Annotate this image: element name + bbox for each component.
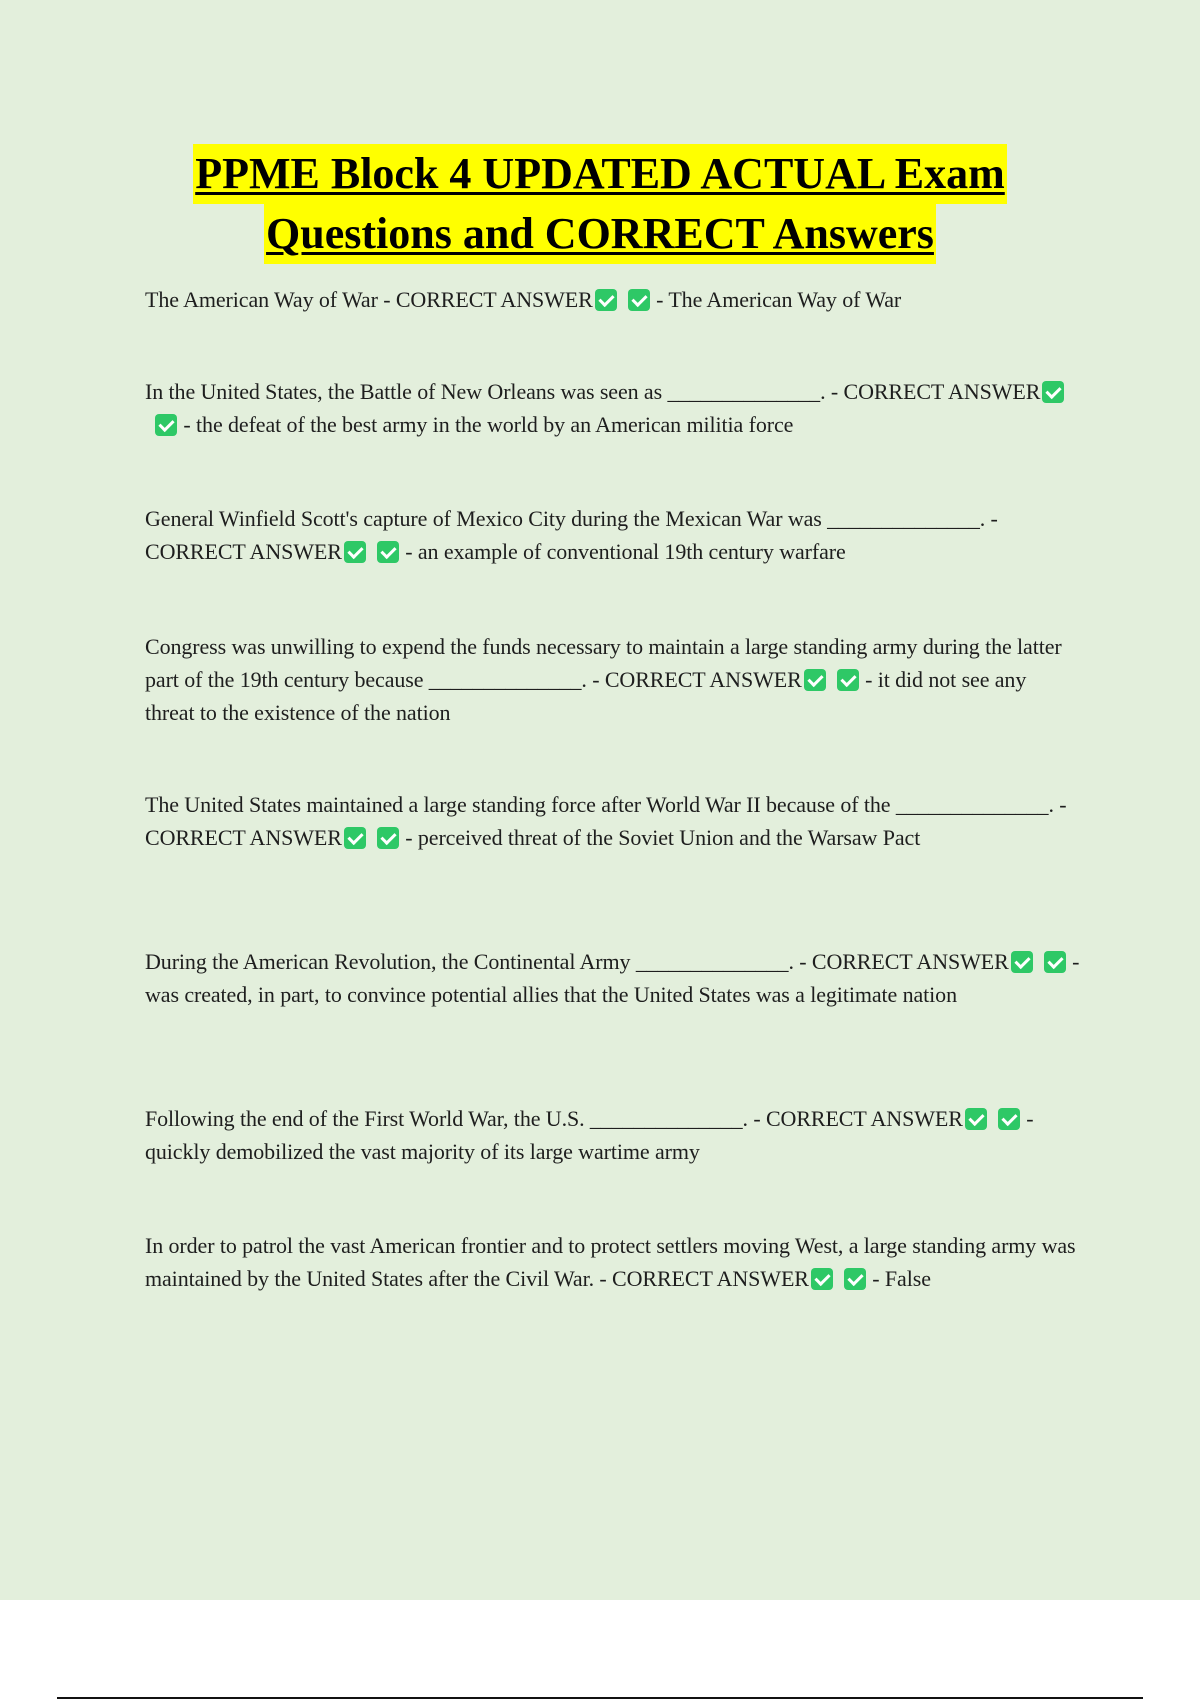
qa-item	[145, 788, 1080, 854]
answer-text: - perceived threat of the Soviet Union and the Warsaw Pact	[405, 825, 921, 850]
answer-marker: - CORRECT ANSWER	[830, 379, 1041, 404]
answer-marker: - CORRECT ANSWER	[145, 792, 1067, 850]
qa-item	[145, 375, 1080, 441]
qa-item	[145, 945, 1080, 1011]
answer-marker: - CORRECT ANSWER	[599, 1266, 809, 1291]
question-text: During the American Revolution, the Continental Army ______________.	[145, 949, 794, 974]
check-box-icon	[965, 1108, 987, 1130]
answer-marker: - CORRECT ANSWER	[753, 1106, 963, 1131]
check-box-icon	[844, 1268, 866, 1290]
answer-text: - The American Way of War	[656, 287, 902, 312]
check-box-icon	[344, 541, 366, 563]
question-text: In the United States, the Battle of New Orleans was seen as ______________.	[145, 379, 826, 404]
answer-marker: - CORRECT ANSWER	[592, 667, 802, 692]
question-text: General Winfield Scott's capture of Mexico City during the Mexican War was ______________.	[145, 506, 986, 531]
answer-marker: - CORRECT ANSWER	[145, 506, 998, 564]
answer-text: - the defeat of the best army in the world by an American militia force	[183, 412, 794, 437]
check-box-icon	[837, 669, 859, 691]
document-title	[0, 144, 1200, 264]
check-box-icon	[811, 1268, 833, 1290]
answer-text: - quickly demobilized the vast majority of its large wartime army	[145, 1106, 1034, 1164]
qa-item	[145, 283, 1080, 316]
qa-item	[145, 502, 1080, 568]
check-box-icon	[377, 541, 399, 563]
check-box-icon	[377, 827, 399, 849]
question-text: The American Way of War	[145, 287, 378, 312]
check-box-icon	[155, 414, 177, 436]
answer-text: - an example of conventional 19th century warfare	[405, 539, 846, 564]
question-text: Congress was unwilling to expend the funds necessary to maintain a large standing army during the latter part of the 19th century because ______________.	[145, 634, 1062, 692]
check-box-icon	[1042, 381, 1064, 403]
question-text: The United States maintained a large standing force after World War II because of the ______________.	[145, 792, 1054, 817]
qa-item	[145, 1102, 1080, 1168]
footer-divider	[57, 1697, 1143, 1699]
check-box-icon	[344, 827, 366, 849]
answer-text: - was created, in part, to convince potential allies that the United States was a legitimate nation	[145, 949, 1080, 1007]
answer-marker: - CORRECT ANSWER	[383, 287, 593, 312]
check-box-icon	[804, 669, 826, 691]
check-box-icon	[1011, 951, 1033, 973]
question-text: Following the end of the First World War, the U.S. ______________.	[145, 1106, 748, 1131]
answer-text: - it did not see any threat to the existence of the nation	[145, 667, 1027, 725]
qa-item	[145, 1229, 1080, 1295]
question-text: In order to patrol the vast American frontier and to protect settlers moving West, a large standing army was maintained by the United States after the Civil War.	[145, 1233, 1076, 1291]
check-box-icon	[1044, 951, 1066, 973]
title-line-2: Questions and CORRECT Answers	[264, 204, 936, 264]
qa-item	[145, 630, 1080, 729]
check-box-icon	[595, 289, 617, 311]
check-box-icon	[998, 1108, 1020, 1130]
title-line-1: PPME Block 4 UPDATED ACTUAL Exam	[193, 144, 1007, 204]
answer-marker: - CORRECT ANSWER	[799, 949, 1009, 974]
answer-text: - False	[872, 1266, 931, 1291]
check-box-icon	[628, 289, 650, 311]
